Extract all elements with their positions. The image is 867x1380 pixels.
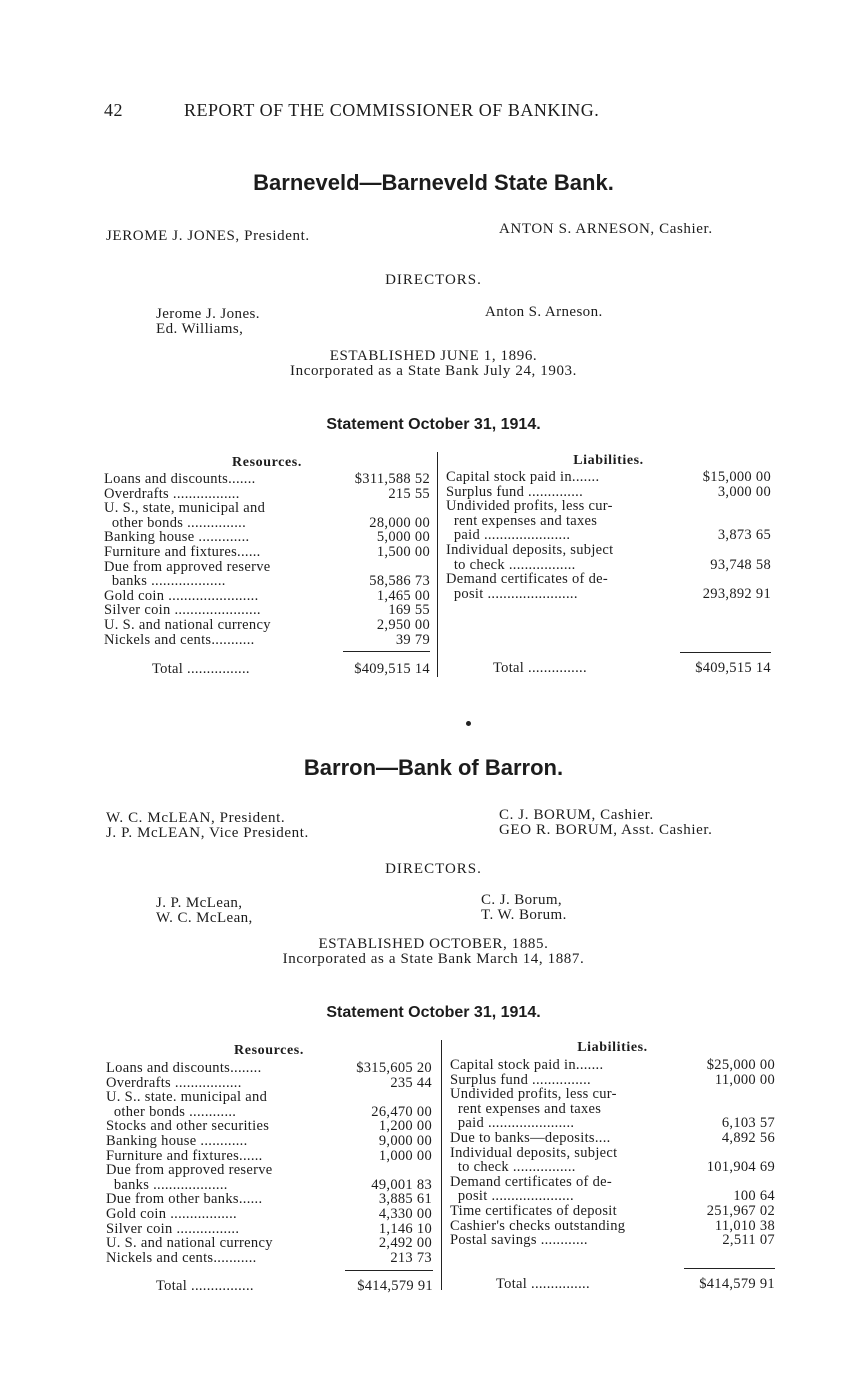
row-label: U. S. and national currency — [106, 1236, 273, 1251]
resources-heading: Resources. — [234, 1043, 304, 1058]
liability-row — [450, 1073, 775, 1088]
resource-row — [106, 1251, 432, 1266]
resources-total-row — [156, 1278, 433, 1295]
row-amount: 100 64 — [733, 1188, 775, 1205]
liability-row — [450, 1175, 775, 1190]
row-amount: 101,904 69 — [706, 1159, 775, 1176]
resource-row — [104, 560, 430, 575]
row-amount: 93,748 58 — [710, 556, 771, 573]
page-number: 42 — [104, 100, 123, 120]
total-amount: $409,515 14 — [695, 660, 771, 676]
resource-row — [106, 1090, 432, 1105]
column-divider — [441, 1040, 442, 1290]
liability-row — [450, 1102, 775, 1117]
sum-rule — [680, 652, 771, 653]
row-label: Stocks and other securities — [106, 1119, 270, 1134]
total-label: Total ............... — [493, 660, 587, 676]
row-amount: 3,873 65 — [717, 527, 771, 544]
row-label: Furniture and fixtures...... — [104, 544, 261, 560]
row-amount: 235 44 — [390, 1074, 432, 1091]
row-label: Overdrafts ................. — [104, 486, 240, 502]
resource-row — [106, 1207, 432, 1222]
liabilities-heading: Liabilities. — [573, 453, 644, 468]
incorporated-date: Incorporated as a State Bank July 24, 1903. — [290, 363, 577, 379]
resources-heading: Resources. — [232, 455, 302, 470]
directors-heading: DIRECTORS. — [385, 272, 482, 288]
row-label: Undivided profits, less cur- — [450, 1087, 617, 1102]
row-label: Demand certificates of de- — [446, 572, 608, 587]
row-label: U. S., state, municipal and — [104, 501, 266, 516]
row-label: Nickels and cents........... — [106, 1250, 257, 1266]
resource-row — [104, 472, 430, 487]
row-label: posit ....................... — [446, 586, 578, 602]
row-amount: 3,000 00 — [717, 483, 771, 500]
row-amount: 58,586 73 — [369, 573, 430, 590]
row-label: to check ................ — [450, 1160, 576, 1175]
row-label: Postal savings ............ — [450, 1233, 588, 1248]
liabilities-total-row — [496, 1276, 775, 1293]
row-label: Individual deposits, subject — [446, 542, 614, 558]
liability-row — [450, 1058, 775, 1073]
director-name: W. C. McLean, — [156, 910, 253, 926]
row-amount: 1,500 00 — [376, 543, 430, 560]
row-amount: $315,605 20 — [356, 1060, 432, 1076]
row-label: Demand certificates of de- — [450, 1174, 612, 1190]
liability-row — [450, 1233, 775, 1248]
row-label: Furniture and fixtures...... — [106, 1148, 263, 1164]
total-label: Total ................ — [152, 661, 250, 677]
liability-row — [446, 587, 771, 602]
officer-president: JEROME J. JONES, President. — [106, 228, 310, 244]
officer-president: W. C. McLEAN, President. — [106, 810, 286, 826]
resource-row — [106, 1163, 432, 1178]
row-label: other bonds ............... — [104, 515, 247, 531]
resource-row — [106, 1222, 432, 1237]
resource-row — [104, 516, 430, 531]
row-amount: 5,000 00 — [376, 529, 430, 546]
row-label: other bonds ............ — [106, 1104, 237, 1120]
officer-cashier: ANTON S. ARNESON, Cashier. — [499, 221, 713, 237]
bank-title: Barron—Bank of Barron. — [303, 755, 564, 780]
liability-row — [446, 485, 771, 500]
row-amount: 6,103 57 — [721, 1115, 775, 1132]
established-date: ESTABLISHED OCTOBER, 1885. — [318, 936, 549, 952]
director-name: T. W. Borum. — [481, 907, 567, 923]
row-amount: 293,892 91 — [702, 585, 771, 602]
sum-rule — [345, 1270, 433, 1271]
resources-list — [106, 1061, 432, 1265]
row-label: Overdrafts ................. — [106, 1075, 242, 1091]
row-label: Due from other banks...... — [106, 1192, 263, 1207]
resource-row — [106, 1192, 432, 1207]
resource-row — [106, 1076, 432, 1091]
row-label: Gold coin ....................... — [104, 588, 259, 604]
row-amount: 2,511 07 — [722, 1232, 775, 1249]
liability-row — [446, 558, 771, 573]
printer-mark-dot — [466, 721, 471, 726]
row-amount: 26,470 00 — [371, 1103, 432, 1120]
liabilities-total-row — [493, 660, 771, 677]
statement-title: Statement October 31, 1914. — [326, 416, 541, 433]
row-amount: 49,001 83 — [371, 1176, 432, 1193]
officer-cashier: C. J. BORUM, Cashier. — [499, 807, 654, 823]
resources-total-row — [152, 661, 430, 678]
row-label: to check ................. — [446, 557, 576, 573]
row-label: Individual deposits, subject — [450, 1145, 618, 1161]
row-amount: 3,885 61 — [378, 1191, 432, 1208]
row-label: U. S. and national currency — [104, 617, 271, 633]
director-name: Ed. Williams, — [156, 321, 244, 337]
resource-row — [106, 1236, 432, 1251]
resource-row — [104, 618, 430, 633]
liability-row — [450, 1204, 775, 1219]
resource-row — [106, 1178, 432, 1193]
row-label: Due from approved reserve — [104, 559, 271, 575]
row-amount: 9,000 00 — [378, 1132, 432, 1149]
row-amount: $15,000 00 — [702, 469, 771, 485]
liability-row — [450, 1116, 775, 1131]
row-label: U. S.. state. municipal and — [106, 1090, 268, 1105]
liability-row — [450, 1146, 775, 1161]
row-label: banks ................... — [104, 574, 226, 589]
row-label: banks ................... — [106, 1177, 228, 1193]
row-amount: 4,330 00 — [378, 1205, 432, 1222]
resource-row — [104, 589, 430, 604]
row-label: Cashier's checks outstanding — [450, 1218, 626, 1234]
row-amount: 213 73 — [390, 1249, 432, 1266]
row-amount: 1,465 00 — [376, 587, 430, 604]
liability-row — [450, 1160, 775, 1175]
resource-row — [104, 501, 430, 516]
row-label: paid ...................... — [450, 1116, 575, 1131]
row-label: Undivided profits, less cur- — [446, 499, 613, 514]
director-name: Jerome J. Jones. — [156, 306, 260, 322]
liabilities-list — [446, 470, 771, 601]
liabilities-list — [450, 1058, 775, 1248]
column-divider — [437, 452, 438, 677]
resource-row — [106, 1149, 432, 1164]
row-amount: 251,967 02 — [706, 1202, 775, 1219]
row-amount: 1,200 00 — [378, 1118, 432, 1135]
row-label: Banking house ............. — [104, 530, 250, 545]
row-amount: 11,000 00 — [714, 1071, 775, 1088]
row-label: Surplus fund .............. — [446, 484, 583, 500]
liability-row — [446, 499, 771, 514]
running-title: REPORT OF THE COMMISSIONER OF BANKING. — [184, 100, 600, 120]
row-label: Surplus fund ............... — [450, 1072, 591, 1088]
bank-title: Barneveld—Barneveld State Bank. — [253, 170, 614, 195]
total-amount: $409,515 14 — [354, 661, 430, 677]
row-label: posit ..................... — [450, 1189, 574, 1204]
liabilities-heading: Liabilities. — [577, 1040, 648, 1055]
liability-row — [450, 1219, 775, 1234]
row-amount: 39 79 — [395, 631, 430, 648]
resource-row — [106, 1134, 432, 1149]
row-label: Loans and discounts........ — [106, 1061, 262, 1076]
resource-row — [104, 487, 430, 502]
resource-row — [104, 574, 430, 589]
row-label: Capital stock paid in....... — [450, 1058, 604, 1073]
resource-row — [106, 1105, 432, 1120]
row-amount: 2,492 00 — [378, 1235, 432, 1252]
row-label: Silver coin ...................... — [104, 603, 261, 618]
row-label: paid ...................... — [446, 528, 571, 543]
row-amount: 4,892 56 — [721, 1129, 775, 1146]
row-label: Due from approved reserve — [106, 1163, 273, 1178]
row-amount: $311,588 52 — [354, 471, 430, 487]
liability-row — [446, 572, 771, 587]
row-amount: 11,010 38 — [714, 1217, 775, 1234]
resource-row — [106, 1119, 432, 1134]
row-label: Silver coin ................ — [106, 1221, 240, 1237]
incorporated-date: Incorporated as a State Bank March 14, 1887. — [282, 951, 585, 967]
row-amount: 2,950 00 — [376, 616, 430, 633]
row-amount: $25,000 00 — [706, 1057, 775, 1073]
row-label: Gold coin ................. — [106, 1206, 237, 1222]
liability-row — [450, 1189, 775, 1204]
resource-row — [104, 545, 430, 560]
director-name: Anton S. Arneson. — [485, 304, 603, 320]
resource-row — [106, 1061, 432, 1076]
total-label: Total ................ — [156, 1278, 254, 1294]
row-label: Loans and discounts....... — [104, 472, 256, 487]
liability-row — [450, 1087, 775, 1102]
row-amount: 1,000 00 — [378, 1147, 432, 1164]
row-amount: 215 55 — [388, 485, 430, 502]
sum-rule — [684, 1268, 775, 1269]
liability-row — [446, 528, 771, 543]
total-label: Total ............... — [496, 1276, 590, 1292]
total-amount: $414,579 91 — [357, 1278, 433, 1294]
row-amount: 169 55 — [388, 602, 430, 619]
resource-row — [104, 633, 430, 648]
resource-row — [104, 530, 430, 545]
row-amount: 28,000 00 — [369, 514, 430, 531]
row-amount: 1,146 10 — [378, 1220, 432, 1237]
total-amount: $414,579 91 — [699, 1276, 775, 1292]
row-label: Banking house ............ — [106, 1133, 248, 1149]
liability-row — [446, 514, 771, 529]
directors-heading: DIRECTORS. — [385, 861, 482, 877]
resource-row — [104, 603, 430, 618]
director-name: C. J. Borum, — [481, 892, 563, 908]
statement-title: Statement October 31, 1914. — [326, 1004, 541, 1021]
row-label: rent expenses and taxes — [446, 513, 598, 529]
liability-row — [450, 1131, 775, 1146]
resources-list — [104, 472, 430, 647]
row-label: Due to banks—deposits.... — [450, 1130, 611, 1146]
row-label: Nickels and cents........... — [104, 632, 255, 648]
director-name: J. P. McLean, — [156, 895, 243, 911]
running-header — [104, 100, 704, 121]
officer-asst-cashier: GEO R. BORUM, Asst. Cashier. — [499, 822, 713, 838]
sum-rule — [343, 651, 430, 652]
officer-vice-president: J. P. McLEAN, Vice President. — [106, 825, 309, 841]
row-label: Capital stock paid in....... — [446, 470, 600, 485]
row-label: Time certificates of deposit — [450, 1203, 617, 1219]
row-label: rent expenses and taxes — [450, 1101, 602, 1117]
liability-row — [446, 543, 771, 558]
liability-row — [446, 470, 771, 485]
established-date: ESTABLISHED JUNE 1, 1896. — [329, 348, 538, 364]
